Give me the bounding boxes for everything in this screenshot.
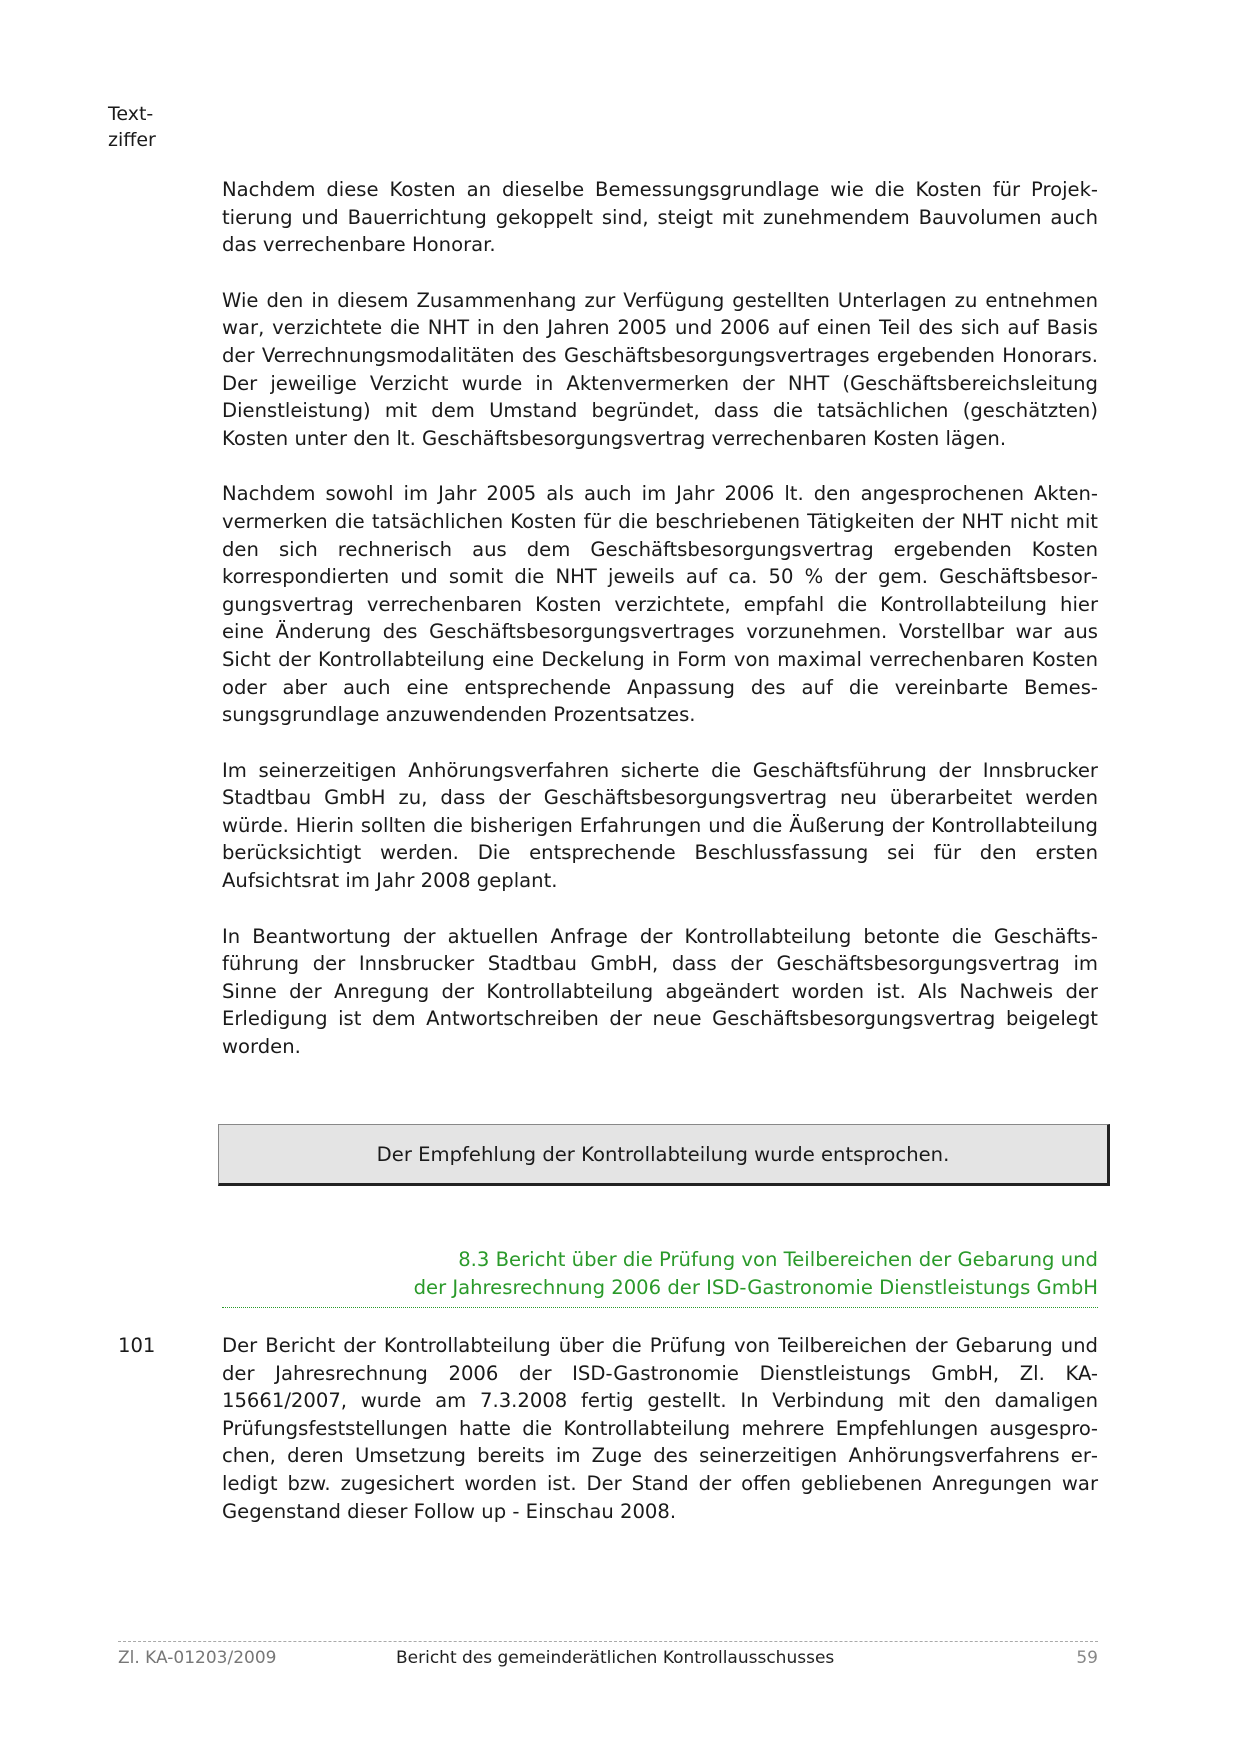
margin-label-line-2: ziffer	[108, 129, 156, 151]
paragraph-1: Nachdem diese Kosten an dieselbe Bemessungsgrundlage wie die Kosten für Projektierung und Bauerrichtung gekoppelt sind, steigt mit zunehmendem Bauvolumen auch das verrechenbare Honorar.	[222, 178, 1098, 257]
paragraph-3: Nachdem sowohl im Jahr 2005 als auch im Jahr 2006 lt. den angesprochenen Aktenvermerken die tatsächlichen Kosten für die beschriebenen Tätigkeiten der NHT nicht mit den sich rechnerisch aus dem Geschäftsbesorgungsvertrag ergebenden Kosten korrespondierten und somit die NHT jeweils auf ca. 50 % der gem. Geschäftsbesorgungsvertrag verrechenbaren Kosten verzichtete, empfahl die Kontrollabteilung hier eine Änderung des Geschäftsbesorgungsvertrages vorzunehmen. Vorstellbar war aus Sicht der Kontrollabteilung eine Deckelung in Form von maximal verrechenbaren Kosten oder aber auch eine entsprechende Anpassung des auf die vereinbarte Bemessungsgrundlage anzuwendenden Prozentsatzes.	[222, 482, 1098, 727]
paragraph-5: In Beantwortung der aktuellen Anfrage der Kontrollabteilung betonte die Geschäftsführung der Innsbrucker Stadtbau GmbH, dass der Geschäftsbesorgungsvertrag im Sinne der Anregung der Kontrollabteilung abgeändert worden ist. Als Nachweis der Erledigung ist dem Antwortschreiben der neue Geschäftsbesorgungsvertrag beigelegt worden.	[222, 924, 1098, 1059]
paragraph-2: Wie den in diesem Zusammenhang zur Verfügung gestellten Unterlagen zu entnehmen war, verzichtete die NHT in den Jahren 2005 und 2006 auf einen Teil des sich auf Basis der Verrechnungsmodalitäten des Geschäftsbesorgungsvertrages ergebenden Honorars. Der jeweilige Verzicht wurde in Aktenvermerken der NHT (Geschäftsbereichsleitung Dienstleistung) mit dem Umstand begründet, dass die tatsächlichen (geschätzten) Kosten unter den lt. Geschäftsbesorgungsvertrag verrechenbaren Kosten lägen.	[222, 288, 1098, 450]
paragraph-4: Im seinerzeitigen Anhörungsverfahren sicherte die Geschäftsführung der Innsbrucker Stadtbau GmbH zu, dass der Geschäftsbesorgungsvertrag neu überarbeitet werden würde. Hierin sollten die bisherigen Erfahrungen und die Äußerung der Kontrollabteilung berücksichtigt werden. Die entsprechende Beschlussfassung sei für den ersten Aufsichtsrat im Jahr 2008 geplant.	[222, 758, 1098, 893]
page-footer	[118, 1648, 1098, 1674]
paragraph-101: Der Bericht der Kontrollabteilung über die Prüfung von Teilbereichen der Gebarung und der Jahresrechnung 2006 der ISD-Gastronomie Dienstleistungs GmbH, Zl. KA-15661/2007, wurde am 7.3.2008 fertig gestellt. In Verbindung mit den damaligen Prüfungsfeststellungen hatte die Kontrollabteilung mehrere Empfehlungen ausgesprochen, deren Umsetzung bereits im Zuge des seinerzeitigen Anhörungsverfahrens erledigt bzw. zugesichert worden ist. Der Stand der offen gebliebenen Anregungen war Gegenstand dieser Follow up - Einschau 2008.	[222, 1334, 1098, 1523]
body-text	[222, 176, 1098, 1089]
section-heading	[222, 1246, 1098, 1302]
footer-title: Bericht des gemeinderätlichen Kontrollausschusses	[396, 1648, 835, 1668]
callout-text: Der Empfehlung der Kontrollabteilung wurde entsprochen.	[376, 1142, 950, 1166]
recommendation-callout-box	[218, 1124, 1110, 1186]
section-divider	[222, 1307, 1098, 1308]
page-number: 59	[1076, 1648, 1098, 1668]
section-heading-line-1: 8.3 Bericht über die Prüfung von Teilbereichen der Gebarung und	[458, 1248, 1098, 1271]
section-heading-line-2: der Jahresrechnung 2006 der ISD-Gastronomie Dienstleistungs GmbH	[413, 1276, 1098, 1299]
margin-label-line-1: Text-	[108, 103, 154, 125]
paragraph-number: 101	[118, 1334, 156, 1357]
footer-divider	[118, 1641, 1098, 1642]
footer-reference: Zl. KA-01203/2009	[118, 1648, 277, 1668]
margin-label-textziffer	[108, 101, 178, 153]
